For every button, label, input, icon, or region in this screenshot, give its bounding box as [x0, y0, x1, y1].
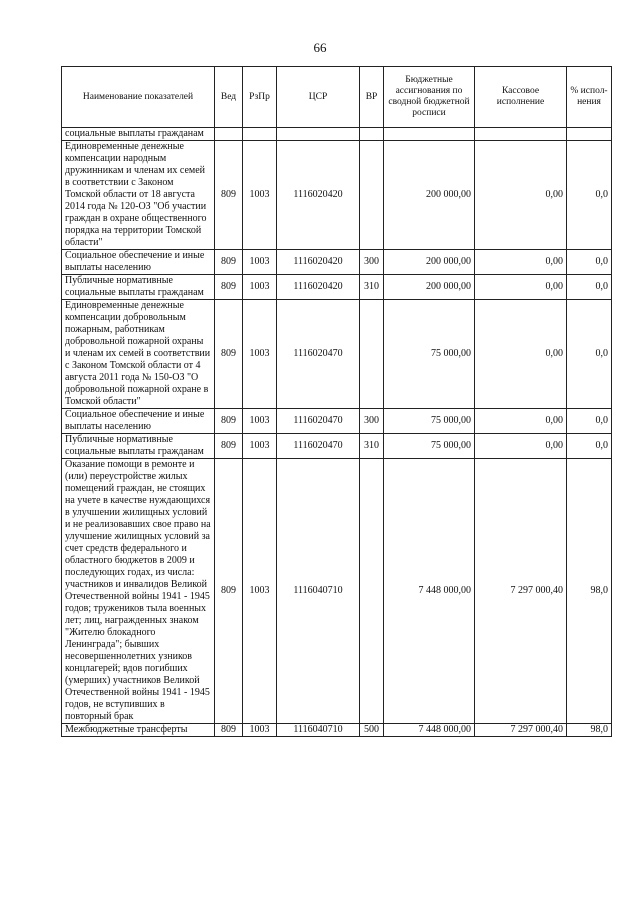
row-vr: [360, 128, 384, 141]
row-cash: 7 297 000,40: [475, 724, 567, 737]
row-ved: 809: [215, 250, 243, 275]
header-budget: Бюджетные ассигнования по сводной бюджетной росписи: [384, 67, 475, 128]
row-budget: 200 000,00: [384, 275, 475, 300]
row-pct: [567, 128, 612, 141]
table-row: [62, 275, 612, 300]
row-csr: 1116020420: [277, 275, 360, 300]
row-rzpr: [243, 128, 277, 141]
row-vr: [360, 300, 384, 409]
row-budget: 75 000,00: [384, 434, 475, 459]
header-rzpr: РзПр: [243, 67, 277, 128]
row-ved: [215, 128, 243, 141]
row-csr: 1116020420: [277, 141, 360, 250]
row-budget: [384, 128, 475, 141]
row-pct: 0,0: [567, 434, 612, 459]
row-csr: 1116040710: [277, 724, 360, 737]
row-vr: [360, 141, 384, 250]
row-ved: 809: [215, 300, 243, 409]
row-vr: 300: [360, 409, 384, 434]
row-pct: 0,0: [567, 141, 612, 250]
row-name: Оказание помощи в ремонте и (или) переустройстве жилых помещений граждан, не стоящих на учете в качестве нуждающихся в улучшении жилищных условий и не реализовавших свое право на улучшение жилищных условий за счет средств федерального и областного бюджетов в 2009 и последующих годах, из числа: участников и инвалидов Великой Отечественной войны 1941 - 1945 годов; тружеников тыла военных лет; лиц, награжденных знаком "Жителю блокадного Ленинграда"; бывших несовершеннолетних узников концлагерей; вдов погибших (умерших) участников Великой Отечественной войны 1941 - 1945 годов, не вступивших в повторный брак: [62, 459, 215, 724]
row-pct: 0,0: [567, 275, 612, 300]
row-pct: 98,0: [567, 459, 612, 724]
row-csr: 1116020470: [277, 409, 360, 434]
row-name: Социальное обеспечение и иные выплаты населению: [62, 250, 215, 275]
row-vr: 500: [360, 724, 384, 737]
table-row: [62, 141, 612, 250]
row-rzpr: 1003: [243, 250, 277, 275]
row-cash: [475, 128, 567, 141]
table-row: [62, 459, 612, 724]
table-row: [62, 434, 612, 459]
row-budget: 7 448 000,00: [384, 459, 475, 724]
row-name: Публичные нормативные социальные выплаты гражданам: [62, 434, 215, 459]
row-csr: 1116040710: [277, 459, 360, 724]
row-csr: 1116020470: [277, 434, 360, 459]
row-ved: 809: [215, 275, 243, 300]
table-row: [62, 250, 612, 275]
row-budget: 7 448 000,00: [384, 724, 475, 737]
row-cash: 0,00: [475, 250, 567, 275]
budget-execution-table: [61, 66, 612, 737]
row-rzpr: 1003: [243, 434, 277, 459]
row-ved: 809: [215, 434, 243, 459]
row-cash: 0,00: [475, 300, 567, 409]
row-name: Публичные нормативные социальные выплаты гражданам: [62, 275, 215, 300]
row-rzpr: 1003: [243, 724, 277, 737]
row-rzpr: 1003: [243, 459, 277, 724]
row-pct: 0,0: [567, 250, 612, 275]
row-vr: 310: [360, 434, 384, 459]
row-csr: 1116020470: [277, 300, 360, 409]
table-row: [62, 724, 612, 737]
page-number: 66: [313, 40, 327, 55]
header-vr: ВР: [360, 67, 384, 128]
row-budget: 200 000,00: [384, 141, 475, 250]
row-vr: 300: [360, 250, 384, 275]
header-name: Наименование показателей: [62, 67, 215, 128]
row-csr: 1116020420: [277, 250, 360, 275]
row-vr: 310: [360, 275, 384, 300]
row-ved: 809: [215, 724, 243, 737]
table-row: [62, 409, 612, 434]
header-csr: ЦСР: [277, 67, 360, 128]
header-pct: % испол-нения: [567, 67, 612, 128]
row-budget: 200 000,00: [384, 250, 475, 275]
row-cash: 7 297 000,40: [475, 459, 567, 724]
row-name: Социальное обеспечение и иные выплаты населению: [62, 409, 215, 434]
row-cash: 0,00: [475, 434, 567, 459]
row-name: Единовременные денежные компенсации народным дружинникам и членам их семей в соответствии с Законом Томской области от 18 августа 2014 года № 120-ОЗ "Об участии граждан в охране общественного порядка на территории Томской области": [62, 141, 215, 250]
row-pct: 0,0: [567, 300, 612, 409]
row-budget: 75 000,00: [384, 409, 475, 434]
row-rzpr: 1003: [243, 275, 277, 300]
table-row: [62, 300, 612, 409]
header-ved: Вед: [215, 67, 243, 128]
row-rzpr: 1003: [243, 300, 277, 409]
row-pct: 0,0: [567, 409, 612, 434]
row-cash: 0,00: [475, 275, 567, 300]
row-budget: 75 000,00: [384, 300, 475, 409]
row-name: Межбюджетные трансферты: [62, 724, 215, 737]
row-rzpr: 1003: [243, 409, 277, 434]
row-name: Единовременные денежные компенсации добровольным пожарным, работникам добровольной пожарной охраны и членам их семей в соответствии с Законом Томской области от 4 августа 2011 года № 150-ОЗ "О добровольной пожарной охране в Томской области": [62, 300, 215, 409]
row-ved: 809: [215, 409, 243, 434]
row-rzpr: 1003: [243, 141, 277, 250]
row-cash: 0,00: [475, 409, 567, 434]
row-vr: [360, 459, 384, 724]
table-row: [62, 128, 612, 141]
row-ved: 809: [215, 459, 243, 724]
row-cash: 0,00: [475, 141, 567, 250]
row-ved: 809: [215, 141, 243, 250]
row-name: социальные выплаты гражданам: [62, 128, 215, 141]
row-pct: 98,0: [567, 724, 612, 737]
row-csr: [277, 128, 360, 141]
header-cash: Кассовое исполнение: [475, 67, 567, 128]
table-header-row: [62, 67, 612, 128]
